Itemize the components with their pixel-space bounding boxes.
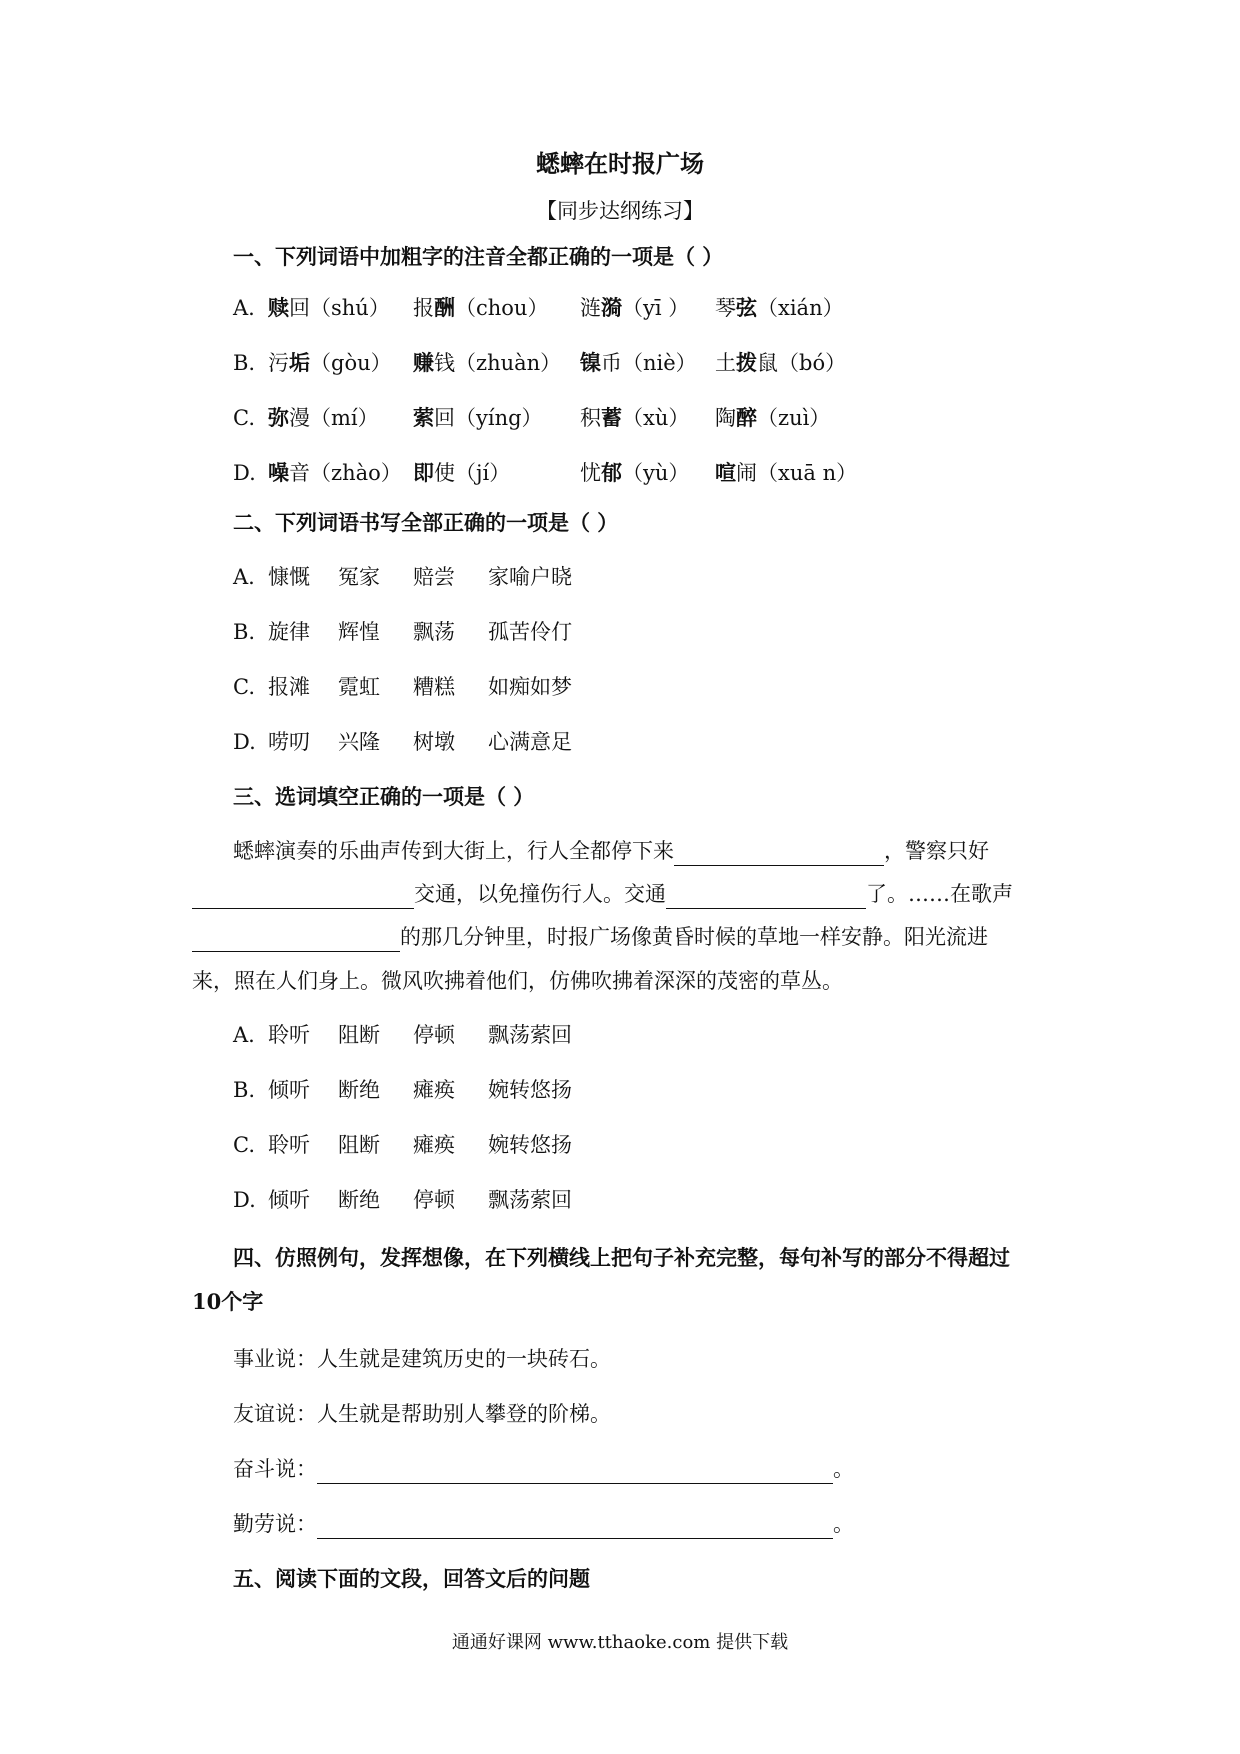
option-item-pinyin: （chou） <box>455 296 549 320</box>
option-word: 冤家 <box>338 565 380 589</box>
option-word: 瘫痪 <box>413 1078 455 1102</box>
option-word: 兴隆 <box>338 730 380 754</box>
option-item-bold-char: 酬 <box>434 295 455 320</box>
fill-sentence-1 <box>233 1454 854 1484</box>
option-word: 断绝 <box>338 1078 380 1102</box>
option-item-plain: 污 <box>268 351 289 375</box>
option-item-plain: 涟 <box>580 296 601 320</box>
option-item-plain: 报 <box>413 296 434 320</box>
option-item-bold-char: 郁 <box>601 460 622 485</box>
option-item <box>715 403 830 433</box>
option-item-bold-char: 赚 <box>413 350 434 375</box>
passage-text: 的那几分钟里，时报广场像黄昏时候的草地一样安静。阳光流进 <box>400 925 988 949</box>
option-word: 辉惶 <box>338 620 380 644</box>
answer-blank <box>317 1516 833 1539</box>
option-word: 阻断 <box>338 1133 380 1157</box>
example-sentence-2: 友谊说：人生就是帮助别人攀登的阶梯。 <box>233 1402 611 1426</box>
question-5-heading: 五、阅读下面的文段，回答文后的问题 <box>233 1566 590 1591</box>
option-item-plain: 积 <box>580 406 601 430</box>
option-word: 停顿 <box>413 1023 455 1047</box>
option-word: 糟糕 <box>413 675 455 699</box>
option-item <box>413 403 543 433</box>
option-item <box>715 293 844 323</box>
question-1-heading: 一、下列词语中加粗字的注音全都正确的一项是（ ） <box>233 244 724 269</box>
example-sentence-1: 事业说：人生就是建筑历史的一块砖石。 <box>233 1347 611 1371</box>
option-word: 聆听 <box>268 1133 310 1157</box>
option-item <box>580 293 689 323</box>
option-word: 孤苦伶仃 <box>488 620 572 644</box>
option-item-bold-char: 漪 <box>601 295 622 320</box>
option-word: 心满意足 <box>488 730 572 754</box>
option-item <box>268 403 379 433</box>
option-item-pinyin: 币（niè） <box>601 351 697 375</box>
fill-label: 奋斗说： <box>233 1457 317 1481</box>
option-word: 阻断 <box>338 1023 380 1047</box>
end-mark: 。 <box>833 1457 854 1481</box>
option-item-pinyin: （zuì） <box>757 406 831 430</box>
option-letter: A. <box>233 296 255 320</box>
option-item <box>268 348 392 378</box>
option-item-bold-char: 弦 <box>736 295 757 320</box>
option-word: 飘荡 <box>413 620 455 644</box>
option-word: 赔尝 <box>413 565 455 589</box>
option-word: 霓虹 <box>338 675 380 699</box>
option-item-bold-char: 噪 <box>268 460 289 485</box>
answer-blank <box>317 1461 833 1484</box>
end-mark: 。 <box>833 1512 854 1536</box>
option-item-bold-char: 垢 <box>289 350 310 375</box>
option-item-pinyin: （xù） <box>622 406 690 430</box>
option-item-pinyin: 回（shú） <box>289 296 390 320</box>
option-letter: B. <box>233 351 256 375</box>
option-word: 树墩 <box>413 730 455 754</box>
fill-sentence-2 <box>233 1509 854 1539</box>
option-word: 倾听 <box>268 1078 310 1102</box>
option-word: 飘荡萦回 <box>488 1188 572 1212</box>
option-item <box>715 348 846 378</box>
option-item <box>268 293 390 323</box>
answer-blank <box>674 843 884 866</box>
answer-blank <box>192 929 400 952</box>
option-item-pinyin: （yī ） <box>622 296 690 320</box>
option-word: 断绝 <box>338 1188 380 1212</box>
option-word: 瘫痪 <box>413 1133 455 1157</box>
option-item-pinyin: 使（jí） <box>434 461 511 485</box>
option-letter: A. <box>233 1023 255 1047</box>
option-item-pinyin: 钱（zhuàn） <box>434 351 562 375</box>
option-word: 慷慨 <box>268 565 310 589</box>
option-item-bold-char: 镍 <box>580 350 601 375</box>
option-item-pinyin: （xián） <box>757 296 844 320</box>
option-item-plain: 土 <box>715 351 736 375</box>
option-item-pinyin: 音（zhào） <box>289 461 402 485</box>
passage-text: ，警察只好 <box>884 839 989 863</box>
option-item-bold-char: 拨 <box>736 350 757 375</box>
option-word: 倾听 <box>268 1188 310 1212</box>
option-item <box>580 348 697 378</box>
question-3-heading: 三、选词填空正确的一项是（ ） <box>233 784 535 809</box>
option-word: 报滩 <box>268 675 310 699</box>
option-letter: C. <box>233 406 255 430</box>
option-letter: D. <box>233 730 256 754</box>
question-2-heading: 二、下列词语书写全部正确的一项是（ ） <box>233 510 619 535</box>
option-letter: A. <box>233 565 255 589</box>
option-word: 停顿 <box>413 1188 455 1212</box>
option-item <box>413 348 561 378</box>
option-item-pinyin: （gòu） <box>310 351 392 375</box>
option-item <box>413 458 510 488</box>
page-title: 蟋蟀在时报广场 <box>536 149 704 178</box>
question-4-heading-line-1: 四、仿照例句，发挥想像，在下列横线上把句子补充完整，每句补写的部分不得超过 <box>233 1245 1010 1270</box>
option-item-pinyin: 闹（xuā n） <box>736 461 858 485</box>
answer-blank <box>192 886 414 909</box>
option-letter: D. <box>233 1188 256 1212</box>
option-item-bold-char: 喧 <box>715 460 736 485</box>
option-item <box>715 458 857 488</box>
passage-text: 蟋蟀演奏的乐曲声传到大街上，行人全都停下来 <box>233 839 674 863</box>
option-word: 飘荡萦回 <box>488 1023 572 1047</box>
option-item-pinyin: 漫（mí） <box>289 406 379 430</box>
option-item-bold-char: 弥 <box>268 405 289 430</box>
page-subtitle: 【同步达纲练习】 <box>536 199 704 223</box>
question-3-passage-line-3 <box>192 922 988 952</box>
option-word: 聆听 <box>268 1023 310 1047</box>
fill-label: 勤劳说： <box>233 1512 317 1536</box>
option-item-bold-char: 蓄 <box>601 405 622 430</box>
option-item-plain: 琴 <box>715 296 736 320</box>
option-letter: B. <box>233 1078 256 1102</box>
option-letter: B. <box>233 620 256 644</box>
question-4-heading-line-2: 10个字 <box>192 1289 264 1314</box>
option-word: 旋律 <box>268 620 310 644</box>
option-item-pinyin: 鼠（bó） <box>757 351 847 375</box>
option-word: 婉转悠扬 <box>488 1078 572 1102</box>
option-item-pinyin: 回（yíng） <box>434 406 543 430</box>
option-letter: C. <box>233 675 255 699</box>
option-item-bold-char: 即 <box>413 460 434 485</box>
passage-text: 交通，以免撞伤行人。交通 <box>414 882 666 906</box>
question-3-passage-line-4: 来，照在人们身上。微风吹拂着他们，仿佛吹拂着深深的茂密的草丛。 <box>192 969 843 993</box>
option-item <box>580 403 689 433</box>
option-item-plain: 忧 <box>580 461 601 485</box>
option-letter: D. <box>233 461 256 485</box>
answer-blank <box>666 886 866 909</box>
option-item-pinyin: （yù） <box>622 461 690 485</box>
option-letter: C. <box>233 1133 255 1157</box>
option-item <box>413 293 548 323</box>
option-item-bold-char: 赎 <box>268 295 289 320</box>
passage-text: 了。……在歌声 <box>866 882 1013 906</box>
option-item <box>268 458 402 488</box>
page-footer: 通通好课网 www.tthaoke.com 提供下载 <box>451 1632 789 1653</box>
question-3-passage-line-1 <box>233 836 989 866</box>
question-3-passage-line-2 <box>192 879 1013 909</box>
option-item-bold-char: 萦 <box>413 405 434 430</box>
option-word: 如痴如梦 <box>488 675 572 699</box>
option-word: 唠叨 <box>268 730 310 754</box>
option-word: 婉转悠扬 <box>488 1133 572 1157</box>
option-word: 家喻户晓 <box>488 565 572 589</box>
option-item <box>580 458 689 488</box>
option-item-plain: 陶 <box>715 406 736 430</box>
option-item-bold-char: 醉 <box>736 405 757 430</box>
